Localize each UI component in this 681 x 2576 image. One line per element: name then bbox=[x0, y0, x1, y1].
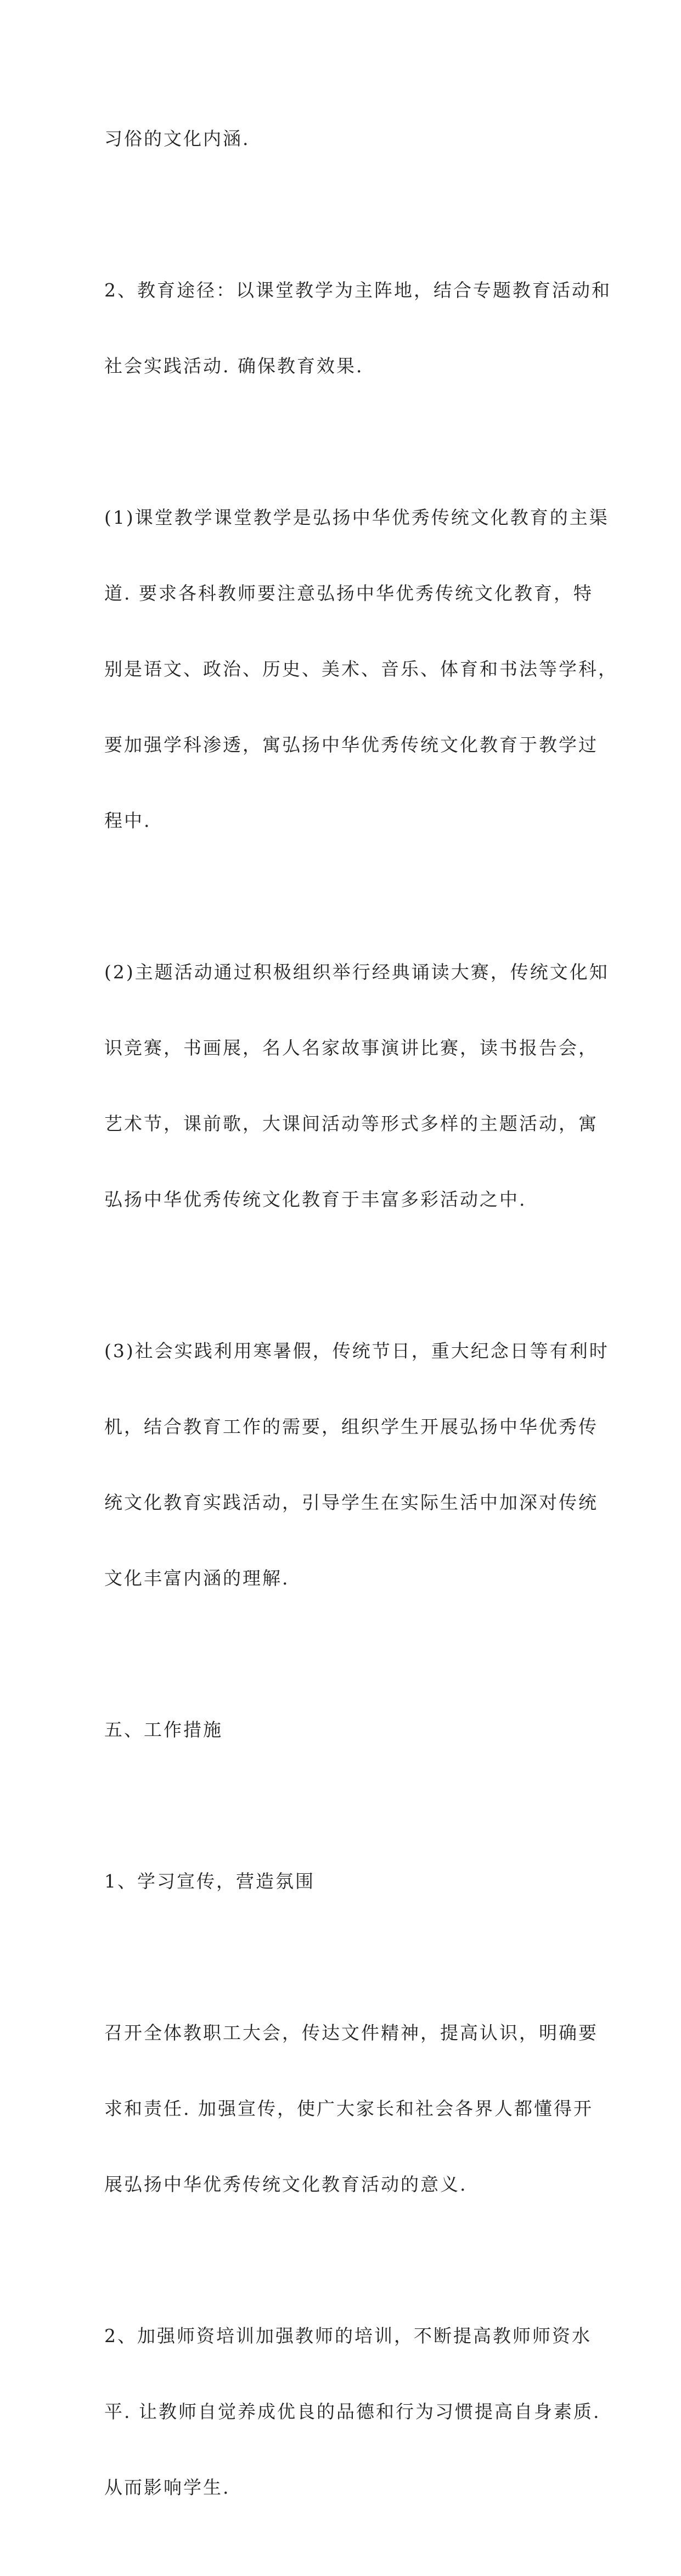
paragraph-teacher-training bbox=[104, 2273, 601, 2551]
text-line: 要加强学科渗透，寓弘扬中华优秀传统文化教育于教学过 bbox=[104, 734, 598, 755]
text-line: 统文化教育实践活动，引导学生在实际生活中加深对传统 bbox=[104, 1492, 598, 1513]
paragraph-classroom-teaching bbox=[104, 455, 618, 884]
text-line: 机，结合教育工作的需要，组织学生开展弘扬中华优秀传 bbox=[104, 1416, 598, 1437]
text-line: 2、教育途径：以课堂教学为主阵地，结合专题教育活动和 bbox=[104, 279, 611, 301]
text-line: 识竞赛，书画展，名人名家故事演讲比赛，读书报告会， bbox=[104, 1037, 598, 1059]
text-line: 展弘扬中华优秀传统文化教育活动的意义. bbox=[104, 2174, 468, 2195]
text-line: 文化丰富内涵的理解. bbox=[104, 1567, 290, 1589]
text-line: 弘扬中华优秀传统文化教育于丰富多彩活动之中. bbox=[104, 1189, 527, 1210]
section-heading-work-measures bbox=[104, 1667, 576, 1793]
text-line: 习俗的文化内涵. bbox=[104, 128, 250, 149]
text-line: 平. 让教师自觉养成优良的品德和行为习惯提高自身素质. bbox=[104, 2401, 601, 2422]
text-line: 社会实践活动. 确保教育效果. bbox=[104, 355, 364, 377]
text-line: (2)主题活动通过积极组织举行经典诵读大赛，传统文化知 bbox=[104, 961, 609, 983]
text-line: 求和责任. 加强宣传，使广大家长和社会各界人都懂得开 bbox=[104, 2098, 593, 2119]
paragraph-theme-activities bbox=[104, 909, 609, 1263]
heading-line: 1、学习宣传，营造氛围 bbox=[104, 1871, 315, 1892]
text-line: (1)课堂教学课堂教学是弘扬中华优秀传统文化教育的主渠 bbox=[104, 507, 609, 528]
text-line: 别是语文、政治、历史、美术、音乐、体育和书法等学科， bbox=[104, 658, 618, 680]
subheading-study-publicity bbox=[104, 1818, 576, 1945]
text-line: 艺术节，课前歌，大课间活动等形式多样的主题活动，寓 bbox=[104, 1113, 598, 1134]
text-line: 从而影响学生. bbox=[104, 2477, 230, 2498]
paragraph-social-practice bbox=[104, 1288, 609, 1642]
heading-line: 五、工作措施 bbox=[104, 1719, 223, 1740]
text-line: 召开全体教职工大会，传达文件精神，提高认识，明确要 bbox=[104, 2022, 598, 2043]
paragraph-culture-connotation bbox=[104, 76, 576, 202]
document-body bbox=[104, 76, 618, 2576]
text-line: (3)社会实践利用寒暑假，传统节日，重大纪念日等有利时 bbox=[104, 1340, 609, 1362]
paragraph-education-approach bbox=[104, 227, 611, 429]
text-line: 2、加强师资培训加强教师的培训，不断提高教师师资水 bbox=[104, 2325, 592, 2347]
text-line: 程中. bbox=[104, 810, 151, 831]
paragraph-staff-meeting bbox=[104, 1970, 598, 2248]
text-line: 道. 要求各科教师要注意弘扬中华优秀传统文化教育，特 bbox=[104, 583, 593, 604]
